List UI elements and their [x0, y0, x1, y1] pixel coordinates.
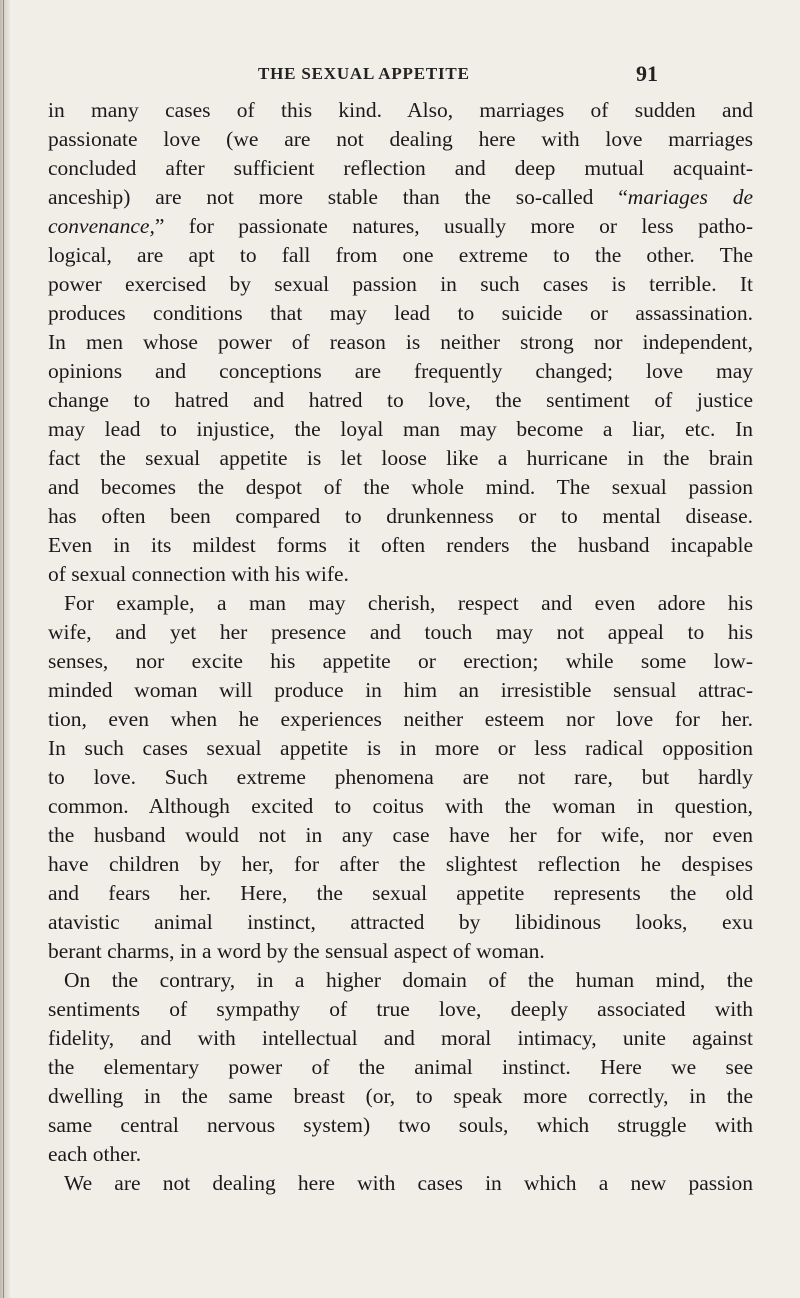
text-line: fidelity, and with intellectual and moral intimacy, unite against	[48, 1026, 753, 1050]
text-line: tion, even when he experiences neither esteem nor love for her.	[48, 707, 753, 731]
body-text	[48, 96, 753, 1198]
text-line: senses, nor excite his appetite or erection; while some low-	[48, 649, 753, 673]
text-line: berant charms, in a word by the sensual aspect of woman.	[48, 939, 545, 963]
text-line: each other.	[48, 1142, 142, 1166]
text-line: Even in its mildest forms it often renders the husband incapable	[48, 533, 753, 557]
text-line: and becomes the despot of the whole mind. The sexual passion	[48, 475, 753, 499]
running-title: THE SEXUAL APPETITE	[258, 64, 470, 83]
text-line: passionate love (we are not dealing here with love marriages	[48, 127, 753, 151]
text-line: and fears her. Here, the sexual appetite represents the old	[48, 881, 753, 905]
text-line: opinions and conceptions are frequently changed; love may	[48, 359, 753, 383]
text-fragment: anceship) are not more stable than the so-called “	[48, 185, 628, 209]
page-edge-line	[3, 0, 4, 1298]
text-line: may lead to injustice, the loyal man may become a liar, etc. In	[48, 417, 753, 441]
text-line: of sexual connection with his wife.	[48, 562, 349, 586]
text-line: sentiments of sympathy of true love, deeply associated with	[48, 997, 753, 1021]
text-line: In such cases sexual appetite is in more or less radical opposition	[48, 736, 753, 760]
text-line: change to hatred and hatred to love, the sentiment of justice	[48, 388, 753, 412]
text-line: in many cases of this kind. Also, marriages of sudden and	[48, 98, 753, 122]
page-header	[258, 61, 658, 88]
text-line: dwelling in the same breast (or, to speak more correctly, in the	[48, 1084, 753, 1108]
page-gutter-shadow	[0, 0, 10, 1298]
text-line: power exercised by sexual passion in such cases is terrible. It	[48, 272, 753, 296]
italic-phrase: mariages de	[627, 185, 753, 209]
paragraph-start-line: We are not dealing here with cases in which a new passion	[64, 1171, 753, 1195]
page-number: 91	[636, 61, 658, 86]
text-line: In men whose power of reason is neither strong nor independent,	[48, 330, 753, 354]
text-line-with-italic	[48, 183, 753, 212]
text-line: common. Although excited to coitus with the woman in question,	[48, 794, 753, 818]
text-line: wife, and yet her presence and touch may not appeal to his	[48, 620, 753, 644]
text-line: to love. Such extreme phenomena are not rare, but hardly	[48, 765, 753, 789]
italic-phrase: convenance,	[48, 214, 155, 238]
text-line: produces conditions that may lead to suicide or assassination.	[48, 301, 753, 325]
text-line: have children by her, for after the slightest reflection he despises	[48, 852, 753, 876]
text-line: the elementary power of the animal instinct. Here we see	[48, 1055, 753, 1079]
text-line: logical, are apt to fall from one extreme to the other. The	[48, 243, 753, 267]
text-line: the husband would not in any case have her for wife, nor even	[48, 823, 753, 847]
text-line: concluded after sufficient reflection and deep mutual acquaint-	[48, 156, 753, 180]
paragraph-start-line: On the contrary, in a higher domain of the human mind, the	[64, 968, 753, 992]
paragraph-start-line: For example, a man may cherish, respect and even adore his	[64, 591, 753, 615]
text-line: same central nervous system) two souls, which struggle with	[48, 1113, 753, 1137]
text-line: atavistic animal instinct, attracted by libidinous looks, exu	[48, 910, 753, 934]
text-fragment: ” for passionate natures, usually more or less patho-	[154, 214, 753, 238]
text-line: fact the sexual appetite is let loose like a hurricane in the brain	[48, 446, 753, 470]
text-line: has often been compared to drunkenness or to mental disease.	[48, 504, 753, 528]
text-line: minded woman will produce in him an irresistible sensual attrac-	[48, 678, 753, 702]
text-line-with-italic	[48, 212, 753, 241]
